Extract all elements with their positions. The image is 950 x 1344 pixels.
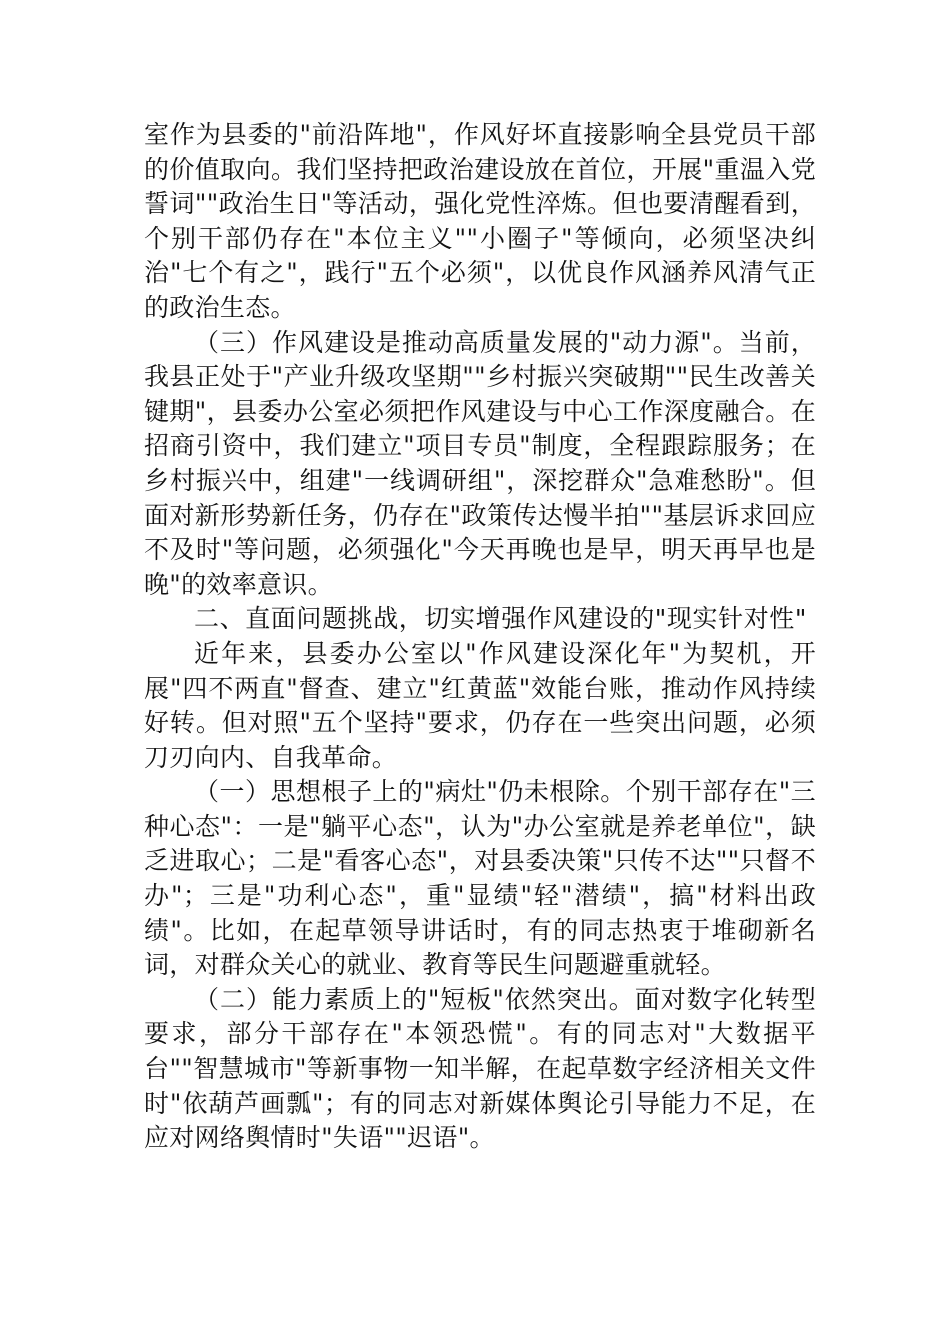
paragraph-section-three: （三）作风建设是推动高质量发展的"动力源"。当前，我县正处于"产业升级攻坚期""乡村振兴突破期""民生改善关键期"，县委办公室必须把作风建设与中心工作深度融合。在招商引资中，我们建立"项目专员"制度，全程跟踪服务；在乡村振兴中，组建"一线调研组"，深挖群众"急难愁盼"。但面对新形势新任务，仍存在"政策传达慢半拍""基层诉求回应不及时"等问题，必须强化"今天再晚也是早，明天再早也是晚"的效率意识。 [144,327,816,599]
section-heading-two: 二、直面问题挑战，切实增强作风建设的"现实针对性" [194,604,807,634]
document-page [144,118,816,1156]
paragraph-continued: 室作为县委的"前沿阵地"，作风好坏直接影响全县党员干部的价值取向。我们坚持把政治建设放在首位，开展"重温入党誓词""政治生日"等活动，强化党性淬炼。但也要清醒看到，个别干部仍存在"本位主义""小圈子"等倾向，必须坚决纠治"七个有之"，践行"五个必须"，以优良作风涵养风清气正的政治生态。 [144,120,816,322]
paragraph-problem-one: （一）思想根子上的"病灶"仍未根除。个别干部存在"三种心态"：一是"躺平心态"，认为"办公室就是养老单位"，缺乏进取心；二是"看客心态"，对县委决策"只传不达""只督不办"；三是"功利心态"，重"显绩"轻"潜绩"，搞"材料出政绩"。比如，在起草领导讲话时，有的同志热衷于堆砌新名词，对群众关心的就业、教育等民生问题避重就轻。 [144,777,816,980]
paragraph-intro: 近年来，县委办公室以"作风建设深化年"为契机，开展"四不两直"督查、建立"红黄蓝"效能台账，推动作风持续好转。但对照"五个坚持"要求，仍存在一些突出问题，必须刀刃向内、自我革命。 [144,638,816,772]
paragraph-problem-two: （二）能力素质上的"短板"依然突出。面对数字化转型要求，部分干部存在"本领恐慌"。有的同志对"大数据平台""智慧城市"等新事物一知半解，在起草数字经济相关文件时"依葫芦画瓢"；有的同志对新媒体舆论引导能力不足，在应对网络舆情时"失语""迟语"。 [144,984,816,1153]
